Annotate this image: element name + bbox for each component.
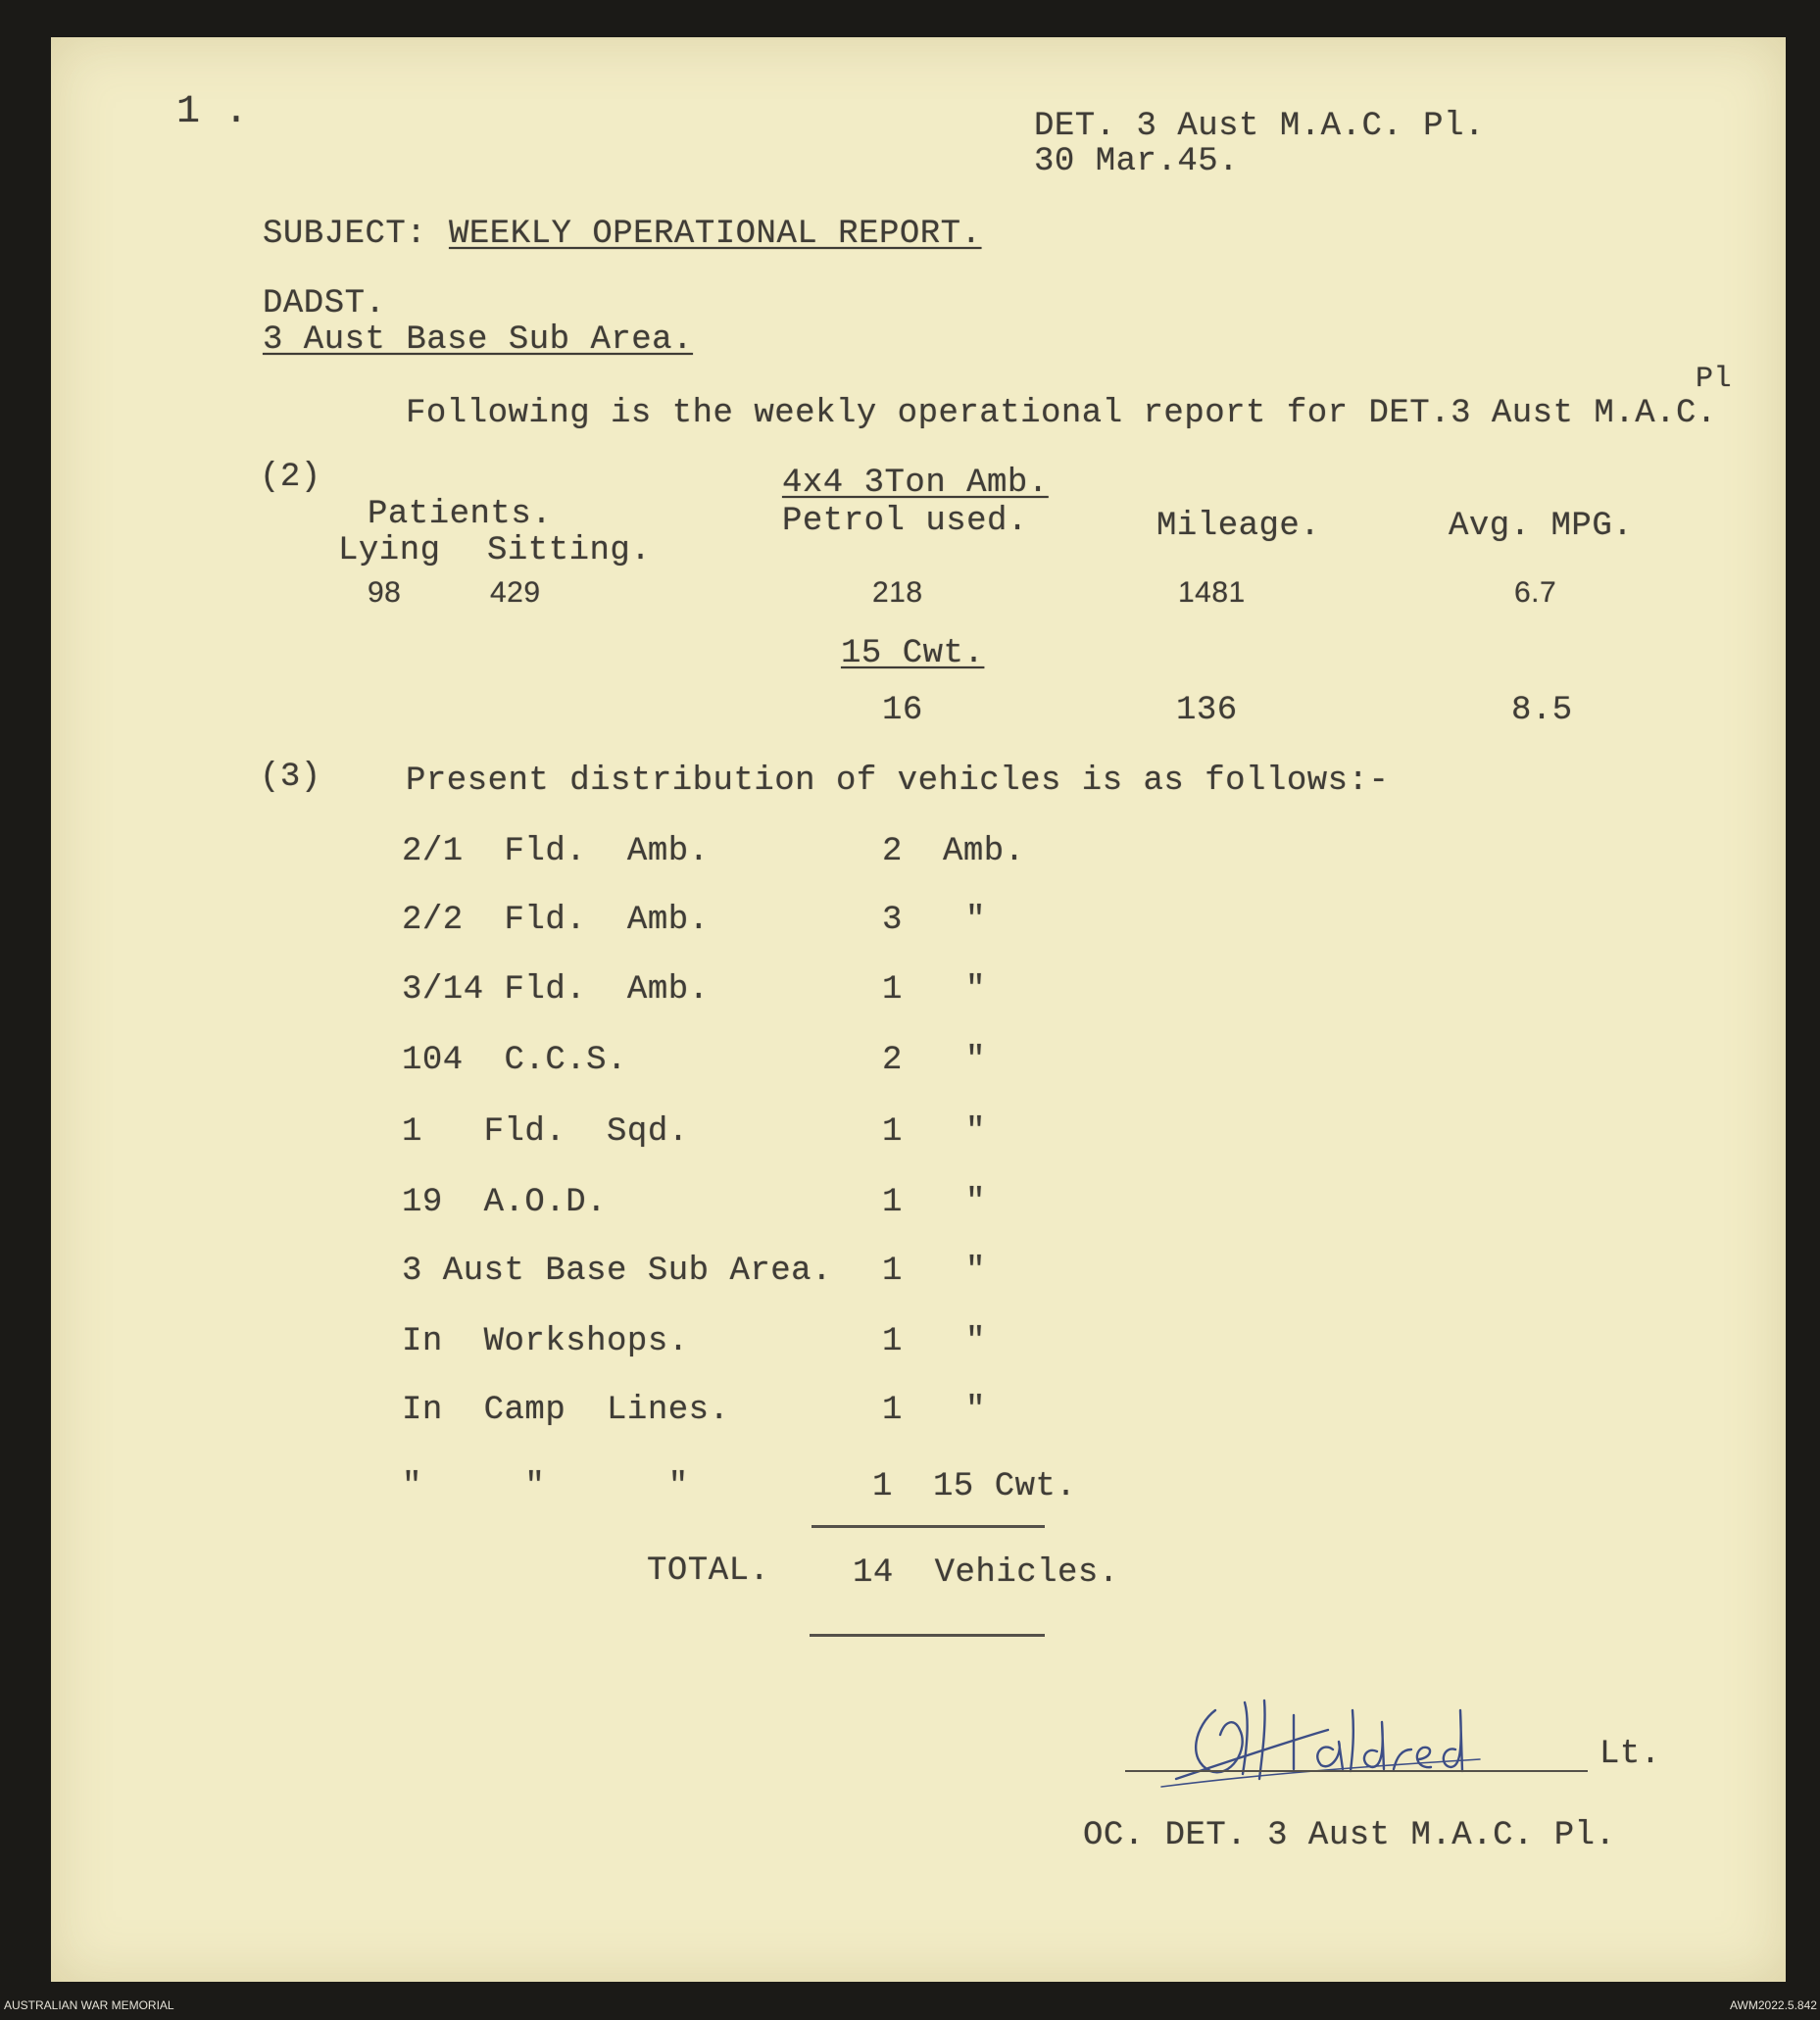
- ambulance-group-heading: 4x4 3Ton Amb.: [782, 465, 1049, 502]
- list-item-count: 2: [882, 1042, 903, 1079]
- sitting-value: 429: [490, 576, 541, 609]
- section-2-number: (3): [260, 759, 321, 796]
- list-item-count: 1: [882, 971, 903, 1009]
- list-item-count: 1: [882, 1113, 903, 1151]
- subject-label: SUBJECT:: [263, 216, 427, 253]
- list-item-unit: 3/14 Fld. Amb.: [402, 971, 710, 1009]
- signatory-title: OC. DET. 3 Aust M.A.C. Pl.: [1083, 1817, 1616, 1854]
- list-item-type: ": [965, 1113, 986, 1151]
- signature-line: [1125, 1770, 1588, 1772]
- addressee-unit: 3 Aust Base Sub Area.: [263, 321, 693, 359]
- cwt-mileage-value: 136: [1176, 692, 1238, 729]
- list-item-unit: 2/2 Fld. Amb.: [402, 902, 710, 939]
- addressee-title: DADST.: [263, 285, 386, 322]
- list-item-unit: 19 A.O.D.: [402, 1184, 608, 1221]
- list-item-type: ": [965, 1184, 986, 1221]
- cwt-heading: 15 Cwt.: [841, 635, 985, 672]
- list-item-type: ": [965, 1042, 986, 1079]
- mpg-value: 6.7: [1514, 576, 1557, 609]
- section-1-number: (2): [260, 459, 321, 496]
- list-item-unit: 104 C.C.S.: [402, 1042, 627, 1079]
- list-item-count: 2: [882, 833, 903, 870]
- distribution-intro: Present distribution of vehicles is as follows:-: [406, 763, 1390, 800]
- list-item-unit: 2/1 Fld. Amb.: [402, 833, 710, 870]
- petrol-heading: Petrol used.: [782, 503, 1028, 540]
- list-item-unit: " " ": [402, 1468, 689, 1505]
- mpg-heading: Avg. MPG.: [1449, 508, 1634, 545]
- footer-accession: AWM2022.5.842: [1730, 1998, 1817, 2012]
- lying-value: 98: [368, 576, 402, 609]
- signatory-rank: Lt.: [1599, 1736, 1661, 1773]
- list-item-count: 1: [882, 1184, 903, 1221]
- lying-heading: Lying: [338, 532, 441, 569]
- list-item-type: ": [965, 902, 986, 939]
- list-item-count: 1: [882, 1323, 903, 1360]
- list-item-count: 1: [882, 1253, 903, 1290]
- list-item-type: Amb.: [943, 833, 1025, 870]
- list-item-unit: 3 Aust Base Sub Area.: [402, 1253, 832, 1290]
- report-date: 30 Mar.45.: [1034, 143, 1240, 180]
- cwt-petrol-value: 16: [882, 692, 923, 729]
- signature-mark: [1156, 1681, 1490, 1798]
- total-value: 14 Vehicles.: [853, 1554, 1119, 1592]
- list-item-count: 3: [882, 902, 903, 939]
- margin-mark: 1 .: [176, 90, 249, 134]
- footer-institution: AUSTRALIAN WAR MEMORIAL: [4, 1998, 174, 2012]
- sitting-heading: Sitting.: [487, 532, 652, 569]
- mileage-heading: Mileage.: [1156, 508, 1321, 545]
- total-label: TOTAL.: [647, 1552, 770, 1590]
- subject-title: WEEKLY OPERATIONAL REPORT.: [449, 216, 982, 253]
- list-item-type: ": [965, 971, 986, 1009]
- cwt-mpg-value: 8.5: [1511, 692, 1573, 729]
- intro-text: Following is the weekly operational report for DET.3 Aust M.A.C.: [406, 395, 1717, 432]
- list-item-type: 15 Cwt.: [933, 1468, 1077, 1505]
- unit-designation: DET. 3 Aust M.A.C. Pl.: [1034, 108, 1485, 145]
- list-item-unit: In Workshops.: [402, 1323, 689, 1360]
- list-item-unit: 1 Fld. Sqd.: [402, 1113, 689, 1151]
- total-rule: [812, 1525, 1045, 1528]
- intro-superscript: Pl: [1696, 363, 1733, 396]
- list-item-type: ": [965, 1323, 986, 1360]
- list-item-type: ": [965, 1253, 986, 1290]
- total-double-rule: [810, 1634, 1045, 1637]
- list-item-count: 1: [872, 1468, 893, 1505]
- list-item-unit: In Camp Lines.: [402, 1392, 730, 1429]
- list-item-count: 1: [882, 1392, 903, 1429]
- mileage-value: 1481: [1178, 576, 1246, 609]
- patients-heading: Patients.: [368, 496, 553, 533]
- list-item-type: ": [965, 1392, 986, 1429]
- petrol-value: 218: [872, 576, 923, 609]
